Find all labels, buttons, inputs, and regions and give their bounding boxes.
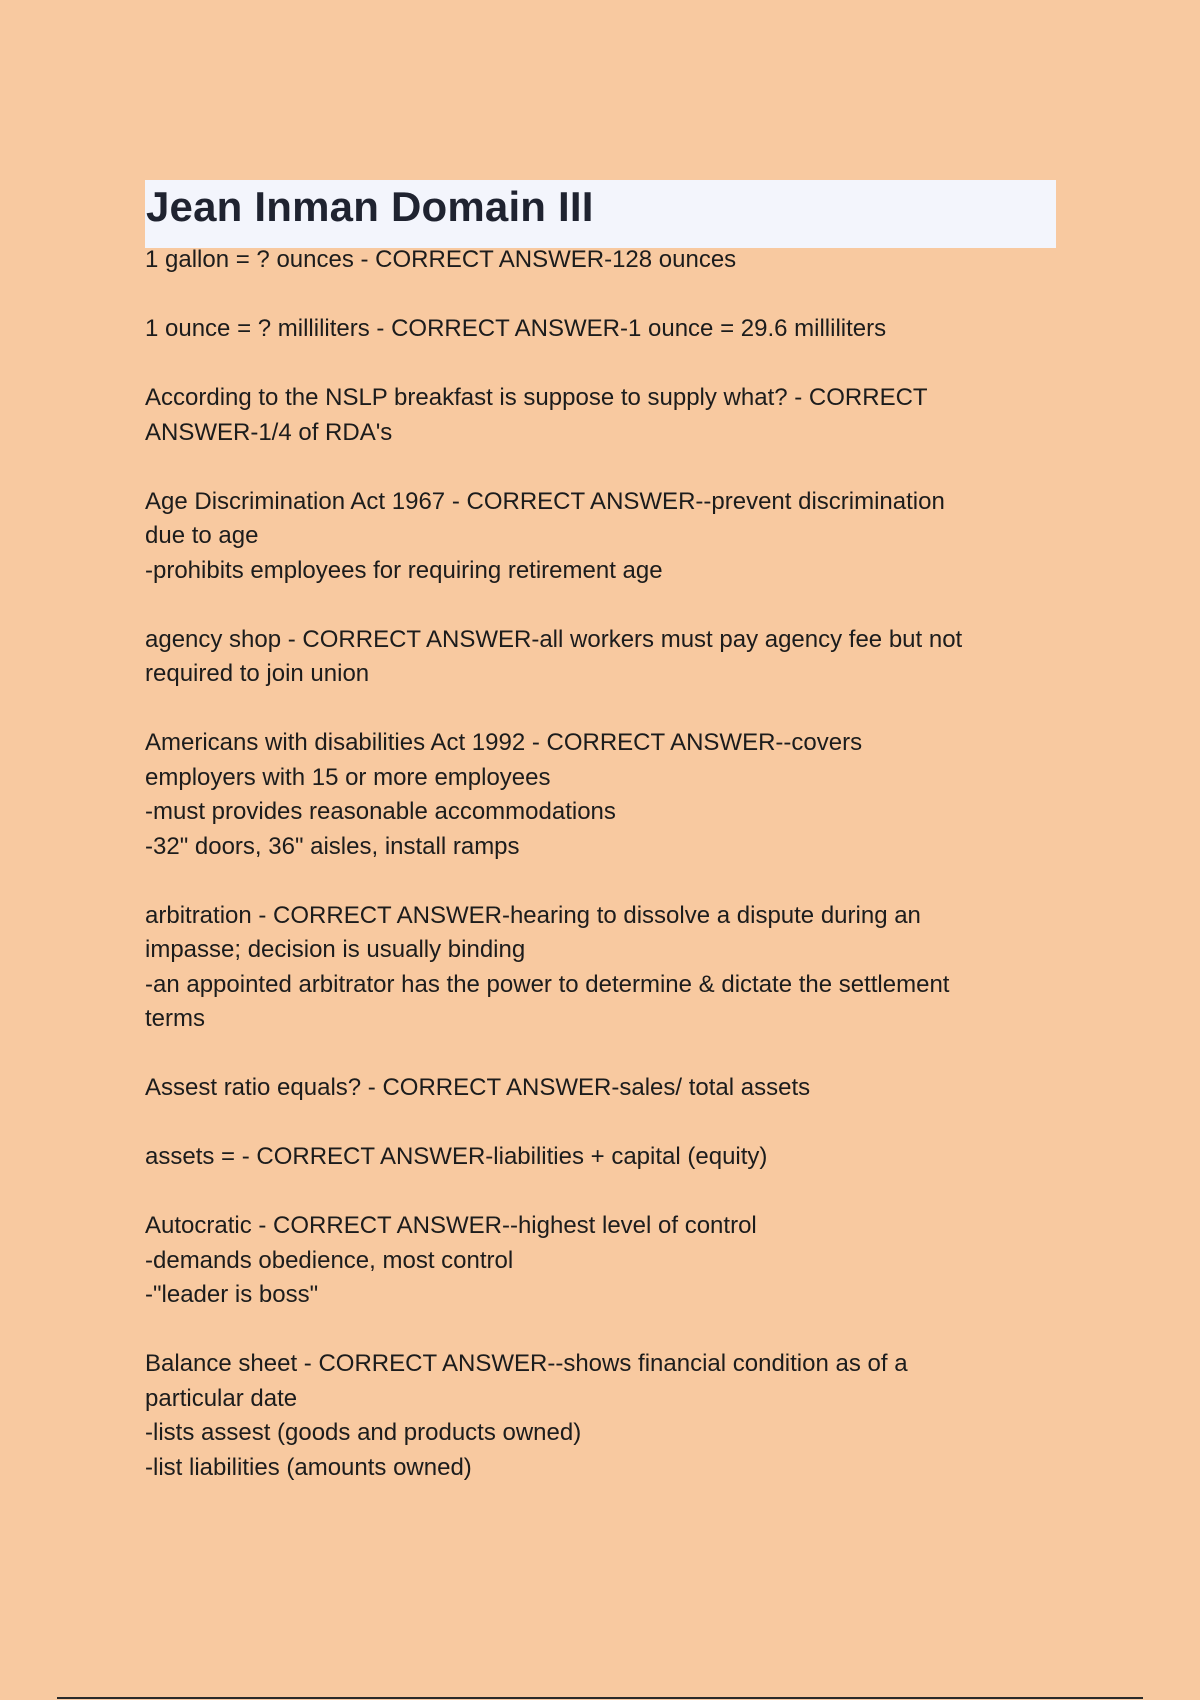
entry-line: 1 gallon = ? ounces - CORRECT ANSWER-128 ounces: [145, 246, 737, 273]
flashcard-entry: [145, 1347, 1065, 1485]
entry-line: particular date: [145, 1384, 298, 1412]
flashcard-entry: [145, 1140, 1065, 1175]
entry-line: According to the NSLP breakfast is suppose to supply what? - CORRECT: [145, 384, 928, 411]
flashcard-entry: [145, 381, 1065, 450]
flashcard-entry: [145, 243, 1065, 278]
entry-line: -list liabilities (amounts owned): [145, 1453, 472, 1481]
entry-line: agency shop - CORRECT ANSWER-all workers must pay agency fee but not: [145, 625, 963, 653]
entry-line: -32" doors, 36" aisles, install ramps: [145, 832, 520, 860]
flashcard-entry: [145, 726, 1065, 864]
flashcard-entry: [145, 899, 1065, 1037]
entry-line: arbitration - CORRECT ANSWER-hearing to dissolve a dispute during an: [145, 901, 921, 929]
entry-line: Autocratic - CORRECT ANSWER--highest level of control: [145, 1212, 757, 1239]
flashcard-entry: [145, 485, 1065, 589]
flashcard-entry: [145, 1071, 1065, 1106]
entry-line: required to join union: [145, 660, 370, 687]
document-title: Jean Inman Domain III: [146, 183, 594, 230]
entry-line: -demands obedience, most control: [145, 1246, 514, 1274]
entry-line: assets = - CORRECT ANSWER-liabilities + capital (equity): [145, 1143, 768, 1170]
entry-line: -an appointed arbitrator has the power to determine & dictate the settlement: [145, 970, 950, 998]
entry-line: -prohibits employees for requiring retirement age: [145, 556, 663, 584]
entry-line: -"leader is boss": [145, 1281, 319, 1308]
entry-line: due to age: [145, 522, 259, 549]
entry-line: Americans with disabilities Act 1992 - CORRECT ANSWER--covers: [145, 729, 863, 756]
entry-line: -lists assest (goods and products owned): [145, 1419, 582, 1446]
entry-line: ANSWER-1/4 of RDA's: [145, 418, 393, 446]
entry-line: Balance sheet - CORRECT ANSWER--shows financial condition as of a: [145, 1350, 908, 1377]
entry-line: employers with 15 or more employees: [145, 763, 551, 791]
footer-divider: [57, 1697, 1143, 1699]
entry-line: impasse; decision is usually binding: [145, 936, 526, 963]
flashcard-entry: [145, 312, 1065, 347]
flashcard-entry: [145, 1209, 1065, 1313]
entry-line: -must provides reasonable accommodations: [145, 798, 616, 825]
flashcard-list: [145, 243, 1065, 1520]
flashcard-entry: [145, 623, 1065, 692]
entry-line: Age Discrimination Act 1967 - CORRECT ANSWER--prevent discrimination: [145, 487, 945, 515]
entry-line: Assest ratio equals? - CORRECT ANSWER-sales/ total assets: [145, 1074, 811, 1101]
entry-line: 1 ounce = ? milliliters - CORRECT ANSWER-1 ounce = 29.6 milliliters: [145, 315, 887, 342]
entry-line: terms: [145, 1005, 205, 1032]
